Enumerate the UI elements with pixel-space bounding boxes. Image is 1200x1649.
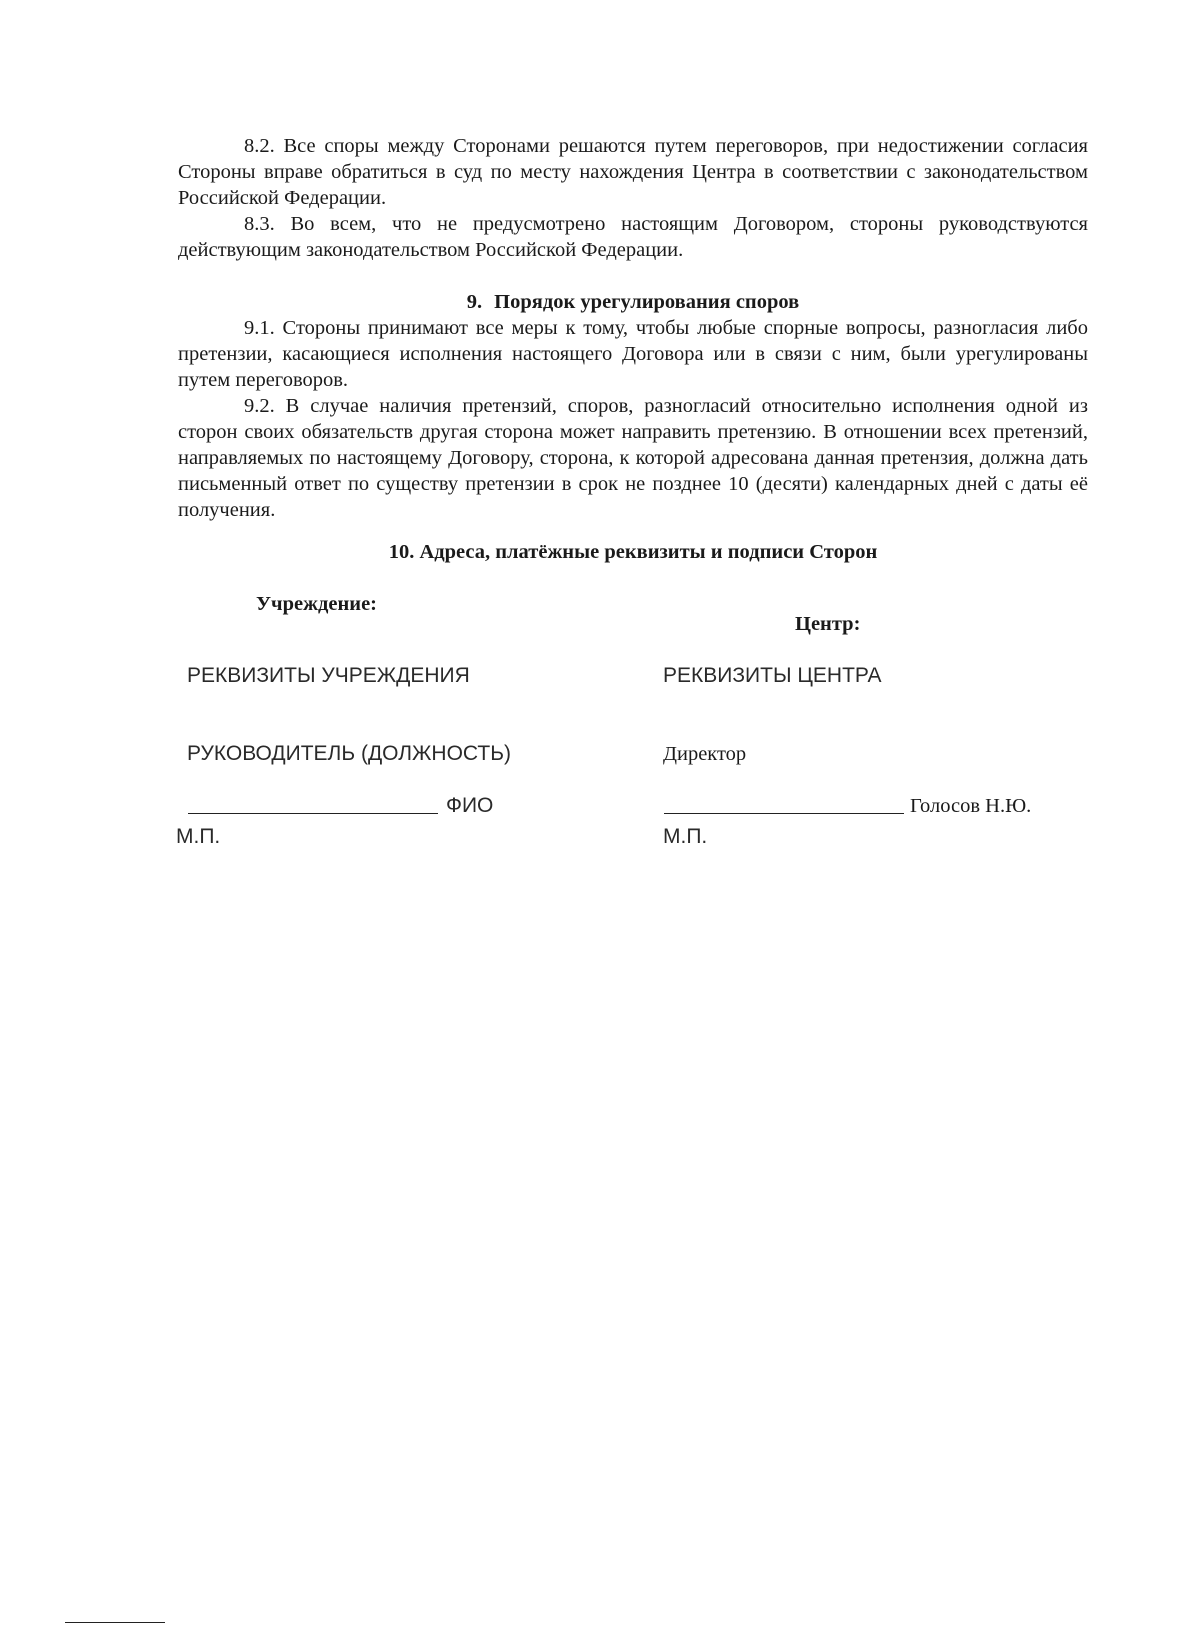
left-party-stamp: М.П. <box>176 825 221 848</box>
left-signature-line <box>188 813 438 814</box>
section-9-title: Порядок урегулирования споров <box>494 291 800 313</box>
right-signature-line <box>664 813 904 814</box>
right-party-position: Директор <box>663 743 747 765</box>
section-10-heading: 10. Адреса, платёжные реквизиты и подписи Сторон <box>388 541 878 563</box>
section-8-text <box>178 133 1088 263</box>
left-party-signatory: ФИО <box>446 794 494 817</box>
paragraph-8-3: 8.3. Во всем, что не предусмотрено настоящим Договором, стороны руководствуются действующим законодательством Российской Федерации. <box>178 213 1088 261</box>
paragraph-8-2: 8.2. Все споры между Сторонами решаются путем переговоров, при недостижении согласия Стороны вправе обратиться в суд по месту нахождения Центра в соответствии с законодательством Российской Федерации. <box>178 135 1088 209</box>
section-9-number: 9. <box>466 291 483 313</box>
paragraph-9-2: 9.2. В случае наличия претензий, споров, разногласий относительно исполнения одной из сторон своих обязательств другая сторона может направить претензию. В отношении всех претензий, направляемых по настоящему Договору, сторона, к которой адресована данная претензия, должна дать письменный ответ по существу претензии в срок не позднее 10 (десяти) календарных дней с даты её получения. <box>178 395 1088 521</box>
section-9-text <box>178 315 1088 523</box>
right-party-label: Центр: <box>795 613 861 635</box>
left-party-label: Учреждение: <box>256 593 377 615</box>
section-9-heading <box>178 289 1088 315</box>
paragraph-9-1: 9.1. Стороны принимают все меры к тому, чтобы любые спорные вопросы, разногласия либо претензии, касающиеся исполнения настоящего Договора или в связи с ним, были урегулированы путем переговоров. <box>178 317 1088 391</box>
left-party-position: РУКОВОДИТЕЛЬ (ДОЛЖНОСТЬ) <box>187 742 512 765</box>
left-party-requisites: РЕКВИЗИТЫ УЧРЕЖДЕНИЯ <box>187 664 470 687</box>
footnote-separator <box>65 1622 165 1623</box>
right-party-signatory: Голосов Н.Ю. <box>910 795 1032 817</box>
right-party-stamp: М.П. <box>663 825 708 848</box>
right-party-requisites: РЕКВИЗИТЫ ЦЕНТРА <box>663 664 882 687</box>
